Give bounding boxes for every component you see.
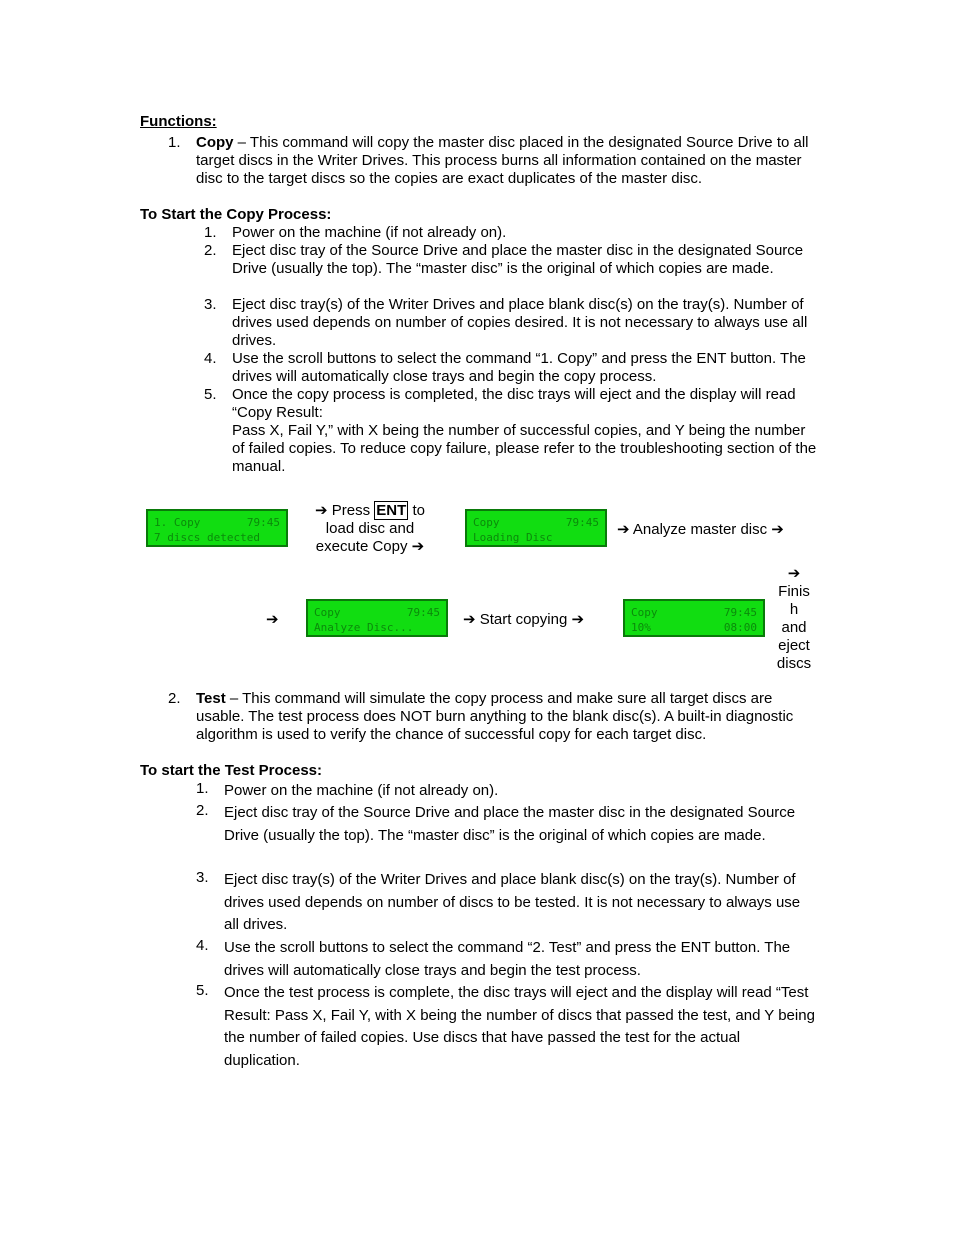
ent-key: ENT [376, 502, 407, 519]
lcd-display-analyze-disc [306, 599, 448, 637]
copy-step-text: Power on the machine (if not already on). [232, 224, 507, 241]
copy-text: – This command will copy the master disc placed in the designated Source Drive to all target discs in the Writer Drives. This process burns all information contained on the master disc to the target discs so the copies are exact duplicates of the master disc. [196, 134, 809, 187]
finish-arrow-icon: ➔ [787, 565, 801, 582]
lcd-line1-right: 79:45 [246, 516, 280, 529]
lcd-line2-left: Analyze Disc... [314, 621, 414, 634]
flow-step-press-ent [300, 502, 440, 556]
copy-item-number: 1. [168, 134, 181, 151]
lcd-line1-right: 79:45 [406, 606, 440, 619]
finish-line: eject [778, 637, 810, 654]
test-step-text: Once the test process is complete, the disc trays will eject and the display will read “Test Result: Pass X, Fail Y, with X being the number of discs that passed the test, and Y being the number of failed copies. Use discs that have passed the test for the actual duplication. [224, 984, 815, 1069]
test-step-number: 5. [196, 982, 209, 999]
lcd-line1-left: Copy [631, 606, 658, 619]
test-item-number: 2. [168, 690, 181, 707]
lcd-line1-left: Copy [314, 606, 341, 619]
lcd-line2-left: 10% [631, 621, 651, 634]
test-term: Test [196, 690, 226, 707]
lcd-display-copy-progress [623, 599, 765, 637]
test-description [196, 690, 816, 744]
test-step-number: 1. [196, 780, 209, 797]
test-step-text: Use the scroll buttons to select the command “2. Test” and press the ENT button. The drives will automatically close trays and begin the test process. [224, 939, 791, 979]
copy-step-text: Eject disc tray of the Source Drive and place the master disc in the designated Source Drive (usually the top). The “master disc” is the original of which copies are made. [232, 242, 804, 277]
lcd-line2-left: Loading Disc [473, 531, 553, 544]
flow-step-start-copying: ➔ Start copying ➔ [463, 611, 585, 628]
lcd-line2-right: 08:00 [723, 621, 757, 634]
lcd-line1-right: 79:45 [565, 516, 599, 529]
functions-heading: Functions: [140, 113, 217, 130]
lcd-line1-left: 1. Copy [154, 516, 201, 529]
flow-arrow-icon: ➔ [266, 611, 279, 628]
finish-line: Finis [778, 583, 810, 600]
copy-term: Copy [196, 134, 234, 151]
finish-line: h [789, 601, 799, 618]
copy-step-text: Eject disc tray(s) of the Writer Drives and place blank disc(s) on the tray(s). Number of drives used depends on number of copies desired. It is not necessary to always use all drives. [232, 296, 808, 349]
lcd-line1-right: 79:45 [723, 606, 757, 619]
copy-step-text: Use the scroll buttons to select the command “1. Copy” and press the ENT button. The drives will automatically close trays and begin the copy process. [232, 350, 806, 385]
test-step-text: Power on the machine (if not already on). [224, 782, 499, 799]
flow-step-analyze: ➔ Analyze master disc ➔ [617, 521, 784, 538]
copy-description [196, 134, 816, 188]
finish-line: and [781, 619, 807, 636]
press-text: ➔ Press [315, 502, 375, 519]
copy-step-number: 2. [204, 242, 217, 259]
test-step-text: Eject disc tray of the Source Drive and place the master disc in the designated Source Drive (usually the top). The “master disc” is the original of which copies are made. [224, 804, 796, 844]
lcd-display-loading-disc [465, 509, 607, 547]
copy-step-text: Once the copy process is completed, the disc trays will eject and the display will read “Copy Result: [232, 386, 796, 421]
test-step-number: 4. [196, 937, 209, 954]
test-step-number: 3. [196, 869, 209, 886]
copy-step-continuation: Pass X, Fail Y,” with X being the number of successful copies, and Y being the number of failed copies. To reduce copy failure, please refer to the troubleshooting section of the manual. [232, 422, 817, 475]
load-disc-text: load disc and [325, 520, 415, 537]
lcd-line2-left: 7 discs detected [154, 531, 260, 544]
copy-process-heading: To Start the Copy Process: [140, 206, 332, 223]
lcd-display-copy-detected [146, 509, 288, 547]
lcd-line1-left: Copy [473, 516, 500, 529]
to-text: to [408, 502, 425, 519]
test-step-number: 2. [196, 802, 209, 819]
copy-step-number: 4. [204, 350, 217, 367]
finish-line: discs [776, 655, 812, 672]
copy-step-number: 5. [204, 386, 217, 403]
flow-step-finish [770, 565, 818, 673]
execute-copy-text: execute Copy ➔ [315, 538, 425, 555]
test-text: – This command will simulate the copy process and make sure all target discs are usable. The test process does NOT burn anything to the blank disc(s). A built-in diagnostic algorithm is used to verify the chance of successful copy for each target disc. [196, 690, 794, 743]
copy-step-number: 1. [204, 224, 217, 241]
test-process-heading: To start the Test Process: [140, 762, 322, 779]
copy-step-number: 3. [204, 296, 217, 313]
test-step-text: Eject disc tray(s) of the Writer Drives and place blank disc(s) on the tray(s). Number of drives used depends on number of discs to be tested. It is not necessary to always use all drives. [224, 871, 801, 933]
